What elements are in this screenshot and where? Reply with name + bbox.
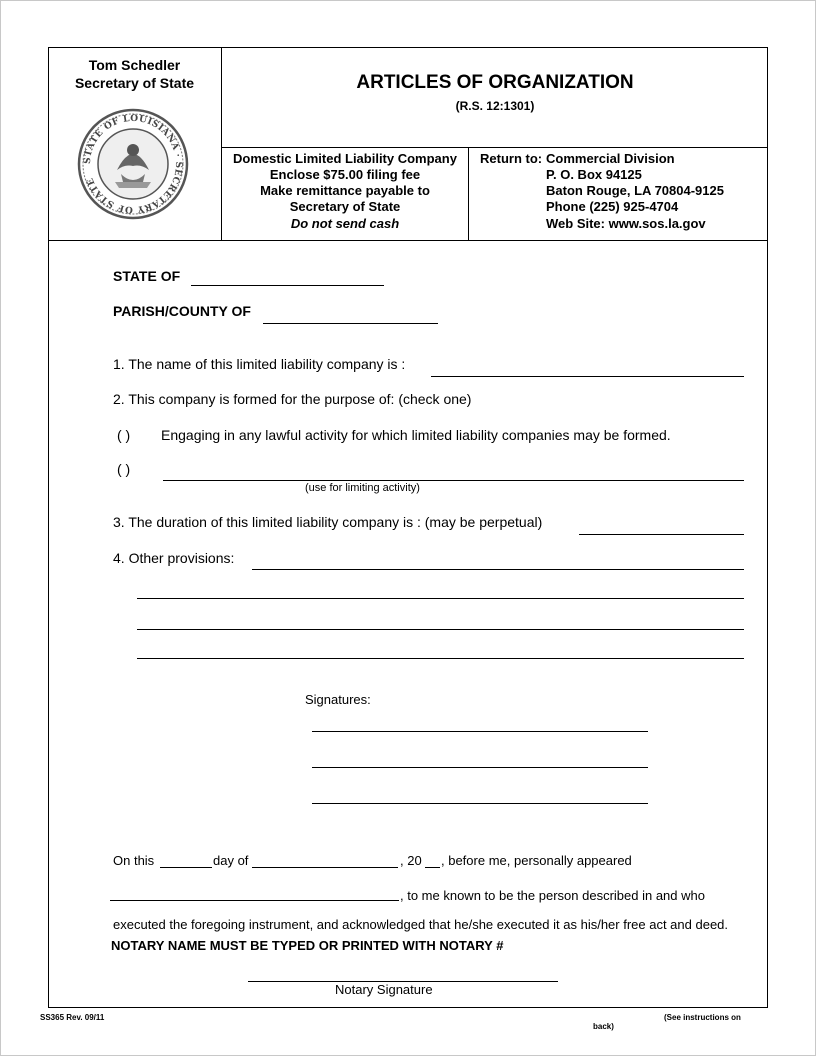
fee-info-line5: Do not send cash bbox=[290, 216, 400, 231]
instructions-note-line1: (See instructions on bbox=[664, 1013, 741, 1022]
notary-appearer-field[interactable] bbox=[110, 900, 399, 901]
statute-reference: (R.S. 12:1301) bbox=[455, 99, 535, 113]
duration-field[interactable] bbox=[579, 534, 744, 535]
other-provisions-line2[interactable] bbox=[137, 598, 744, 599]
parish-county-label: PARISH/COUNTY OF bbox=[113, 303, 251, 319]
header-divider-vertical-right bbox=[468, 147, 469, 241]
state-of-field[interactable] bbox=[191, 285, 384, 286]
state-of-label: STATE OF bbox=[113, 268, 181, 284]
return-to-line5: Web Site: www.sos.la.gov bbox=[546, 216, 706, 231]
instructions-note-line2: back) bbox=[593, 1022, 614, 1031]
company-name-field[interactable] bbox=[431, 376, 744, 377]
limiting-activity-field[interactable] bbox=[163, 480, 744, 481]
parish-county-field[interactable] bbox=[263, 323, 438, 324]
fee-info-line1: Domestic Limited Liability Company bbox=[233, 151, 457, 166]
notary-signature-label: Notary Signature bbox=[335, 982, 433, 997]
notary-known-to-me: , to me known to be the person described in and who bbox=[400, 888, 705, 903]
fee-info-line3: Make remittance payable to bbox=[260, 183, 430, 198]
signature-line2[interactable] bbox=[312, 767, 648, 768]
header-divider-horizontal-mid bbox=[221, 147, 768, 148]
form-title: ARTICLES OF ORGANIZATION bbox=[356, 72, 634, 93]
header-bottom-border bbox=[48, 240, 768, 241]
notary-name-notice: NOTARY NAME MUST BE TYPED OR PRINTED WITH NOTARY # bbox=[111, 938, 504, 953]
signatures-label: Signatures: bbox=[305, 692, 371, 707]
item3-label: 3. The duration of this limited liability company is : (may be perpetual) bbox=[113, 514, 543, 530]
item2-label: 2. This company is formed for the purpose of: (check one) bbox=[113, 391, 472, 407]
official-title: Secretary of State bbox=[74, 75, 195, 91]
return-to-line2: P. O. Box 94125 bbox=[546, 167, 642, 182]
official-name: Tom Schedler bbox=[88, 57, 181, 73]
purpose-option1-checkbox[interactable]: ( ) bbox=[117, 427, 131, 443]
other-provisions-line4[interactable] bbox=[137, 658, 744, 659]
louisiana-state-seal-icon bbox=[77, 108, 189, 220]
purpose-option2-checkbox[interactable]: ( ) bbox=[117, 461, 131, 477]
notary-month-field[interactable] bbox=[252, 867, 398, 868]
purpose-option1-text: Engaging in any lawful activity for which limited liability companies may be formed. bbox=[161, 427, 671, 443]
notary-year-field[interactable] bbox=[425, 867, 440, 868]
form-number: SS365 Rev. 09/11 bbox=[40, 1013, 105, 1022]
other-provisions-line3[interactable] bbox=[137, 629, 744, 630]
limiting-activity-hint: (use for limiting activity) bbox=[305, 482, 420, 494]
signature-line3[interactable] bbox=[312, 803, 648, 804]
fee-info-line4: Secretary of State bbox=[289, 199, 401, 214]
return-to-line1: Commercial Division bbox=[546, 151, 675, 166]
other-provisions-line1[interactable] bbox=[252, 569, 744, 570]
notary-appeared: , before me, personally appeared bbox=[441, 853, 632, 868]
notary-day-field[interactable] bbox=[160, 867, 212, 868]
notary-day-of: day of bbox=[213, 853, 249, 868]
return-to-line3: Baton Rouge, LA 70804-9125 bbox=[546, 183, 724, 198]
signature-line1[interactable] bbox=[312, 731, 648, 732]
notary-on-this: On this bbox=[113, 853, 155, 868]
return-to-line4: Phone (225) 925-4704 bbox=[546, 199, 679, 214]
fee-info-line2: Enclose $75.00 filing fee bbox=[269, 167, 421, 182]
seal-text: STATE OF LOUISIANA · SECRETARY OF STATE bbox=[82, 113, 184, 215]
return-to-label: Return to: bbox=[480, 151, 543, 166]
notary-executed-text: executed the foregoing instrument, and acknowledged that he/she executed it as his/her free act and deed. bbox=[113, 917, 729, 932]
item1-label: 1. The name of this limited liability company is : bbox=[113, 356, 406, 372]
notary-year-prefix: , 20 bbox=[400, 853, 422, 868]
item4-label: 4. Other provisions: bbox=[113, 550, 235, 566]
